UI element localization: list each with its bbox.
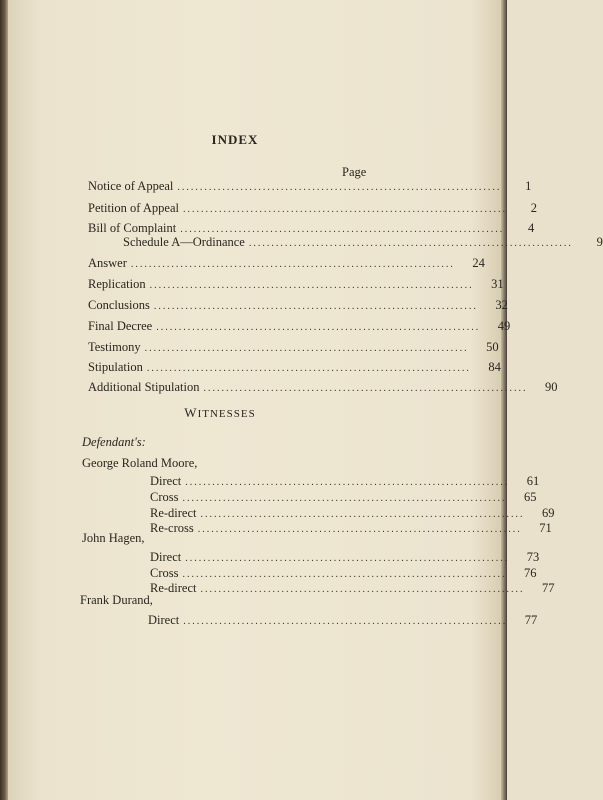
entry-label: Direct bbox=[150, 474, 182, 488]
entry-label: Petition of Appeal bbox=[88, 201, 179, 215]
witness-entry bbox=[150, 505, 555, 521]
leader-dots: ........................................................................ bbox=[153, 301, 478, 312]
entry-page: 50 bbox=[486, 340, 499, 354]
entry-page: 31 bbox=[491, 277, 504, 291]
entry-label: Cross bbox=[150, 490, 179, 504]
entry-page: 90 bbox=[544, 380, 558, 394]
leader-dots: ........................................................................ bbox=[182, 493, 507, 504]
index-entry bbox=[88, 276, 504, 292]
entry-label: Replication bbox=[88, 277, 146, 291]
witness-name: Frank Durand, bbox=[80, 593, 153, 607]
entry-label: Answer bbox=[88, 256, 127, 270]
entry-page: 71 bbox=[539, 521, 552, 535]
index-entry bbox=[88, 297, 508, 313]
entry-page: 1 bbox=[525, 179, 532, 193]
entry-page: 73 bbox=[526, 550, 540, 564]
witness-entry bbox=[150, 565, 537, 581]
index-entry bbox=[88, 318, 511, 334]
leader-dots: ........................................................................ bbox=[180, 224, 505, 235]
entry-label: Direct bbox=[150, 550, 182, 564]
leader-dots: ........................................................................ bbox=[248, 238, 573, 249]
leader-dots: ........................................................................ bbox=[130, 259, 455, 270]
leader-dots: ........................................................................ bbox=[144, 343, 469, 354]
entry-label: Re-direct bbox=[150, 581, 197, 595]
entry-label: Direct bbox=[148, 613, 180, 627]
leader-dots: ........................................................................ bbox=[197, 524, 522, 535]
index-heading: INDEX bbox=[211, 132, 259, 147]
leader-dots: ........................................................................ bbox=[185, 477, 510, 488]
witness-entry bbox=[150, 520, 552, 536]
page-column-label: Page bbox=[342, 165, 367, 179]
witness-entry bbox=[150, 489, 537, 505]
leader-dots: ........................................................................ bbox=[183, 616, 508, 627]
witness-entry bbox=[150, 549, 540, 565]
entry-label: Bill of Complaint bbox=[88, 221, 177, 235]
entry-page: 84 bbox=[488, 360, 501, 374]
entry-page: 77 bbox=[542, 581, 555, 595]
entry-page: 65 bbox=[523, 490, 537, 504]
index-entry bbox=[88, 379, 558, 395]
witnesses-heading: WITNESSES bbox=[184, 405, 256, 420]
entry-label: Final Decree bbox=[88, 319, 153, 333]
entry-page: 9 bbox=[596, 235, 603, 249]
witness-entry bbox=[150, 580, 555, 596]
entry-page: 49 bbox=[497, 319, 511, 333]
entry-label: Schedule A—Ordinance bbox=[123, 235, 245, 249]
index-entry bbox=[88, 255, 485, 271]
index-subentry bbox=[123, 234, 603, 250]
entry-page: 2 bbox=[530, 201, 537, 215]
index-entry bbox=[88, 200, 537, 216]
defendant-label: Defendant's: bbox=[82, 435, 146, 449]
page-edge bbox=[501, 0, 507, 800]
entry-label: Testimony bbox=[88, 340, 141, 354]
leader-dots: ........................................................................ bbox=[203, 383, 528, 394]
index-entry bbox=[88, 339, 499, 355]
entry-page: 24 bbox=[472, 256, 485, 270]
entry-page: 61 bbox=[526, 474, 540, 488]
witness-entry bbox=[148, 612, 538, 628]
leader-dots: ........................................................................ bbox=[182, 569, 507, 580]
witness-name: John Hagen, bbox=[82, 531, 145, 545]
entry-label: Re-direct bbox=[150, 506, 197, 520]
entry-label: Additional Stipulation bbox=[88, 380, 200, 394]
leader-dots: ........................................................................ bbox=[177, 182, 502, 193]
leader-dots: ........................................................................ bbox=[156, 322, 481, 333]
entry-page: 77 bbox=[524, 613, 538, 627]
entry-label: Re-cross bbox=[150, 521, 194, 535]
leader-dots: ........................................................................ bbox=[200, 509, 525, 520]
leader-dots: ........................................................................ bbox=[146, 363, 471, 374]
leader-dots: ........................................................................ bbox=[149, 280, 474, 291]
entry-page: 4 bbox=[527, 221, 535, 235]
index-entry bbox=[88, 359, 501, 375]
index-entry bbox=[88, 178, 532, 194]
entry-label: Cross bbox=[150, 566, 179, 580]
leader-dots: ........................................................................ bbox=[182, 204, 507, 215]
witness-entry bbox=[150, 473, 540, 489]
entry-page: 76 bbox=[523, 566, 537, 580]
witness-name: George Roland Moore, bbox=[82, 456, 198, 470]
leader-dots: ........................................................................ bbox=[200, 584, 525, 595]
entry-label: Stipulation bbox=[88, 360, 143, 374]
entry-page: 69 bbox=[542, 506, 555, 520]
entry-label: Conclusions bbox=[88, 298, 150, 312]
leader-dots: ........................................................................ bbox=[185, 553, 510, 564]
book-binding bbox=[0, 0, 8, 800]
entry-page: 32 bbox=[495, 298, 508, 312]
entry-label: Notice of Appeal bbox=[88, 179, 174, 193]
